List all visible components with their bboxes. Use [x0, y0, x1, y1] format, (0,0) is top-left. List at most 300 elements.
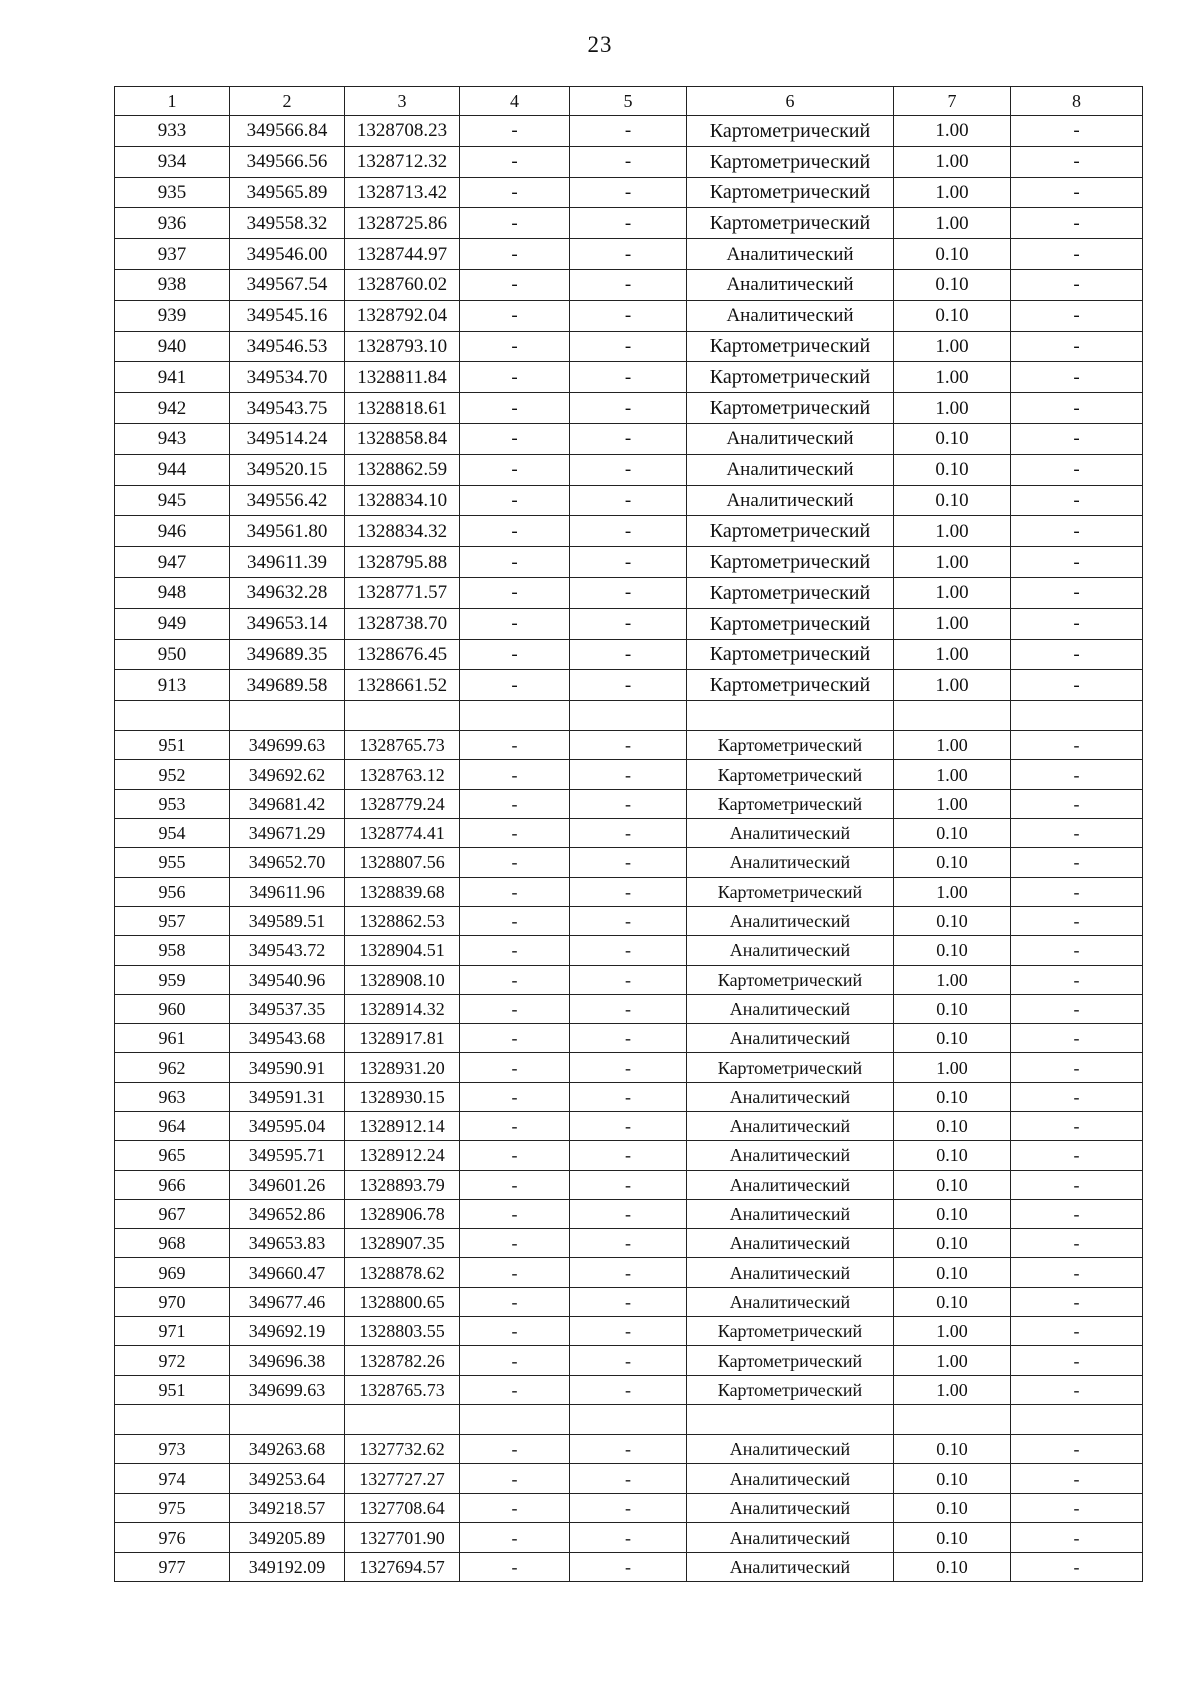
- table-row: [115, 362, 1143, 393]
- column-4-cell: -: [460, 423, 570, 454]
- column-5-cell: -: [570, 760, 687, 789]
- column-8-cell: -: [1011, 423, 1143, 454]
- x-coordinate-cell: 349652.86: [230, 1199, 345, 1228]
- y-coordinate-cell: 1328713.42: [345, 177, 460, 208]
- column-5-cell: -: [570, 1258, 687, 1287]
- table-row: [115, 454, 1143, 485]
- point-number-cell: 939: [115, 300, 230, 331]
- column-8-cell: -: [1011, 116, 1143, 147]
- column-4-cell: -: [460, 1170, 570, 1199]
- point-number-cell: 972: [115, 1346, 230, 1375]
- y-coordinate-cell: 1328907.35: [345, 1229, 460, 1258]
- x-coordinate-cell: 349660.47: [230, 1258, 345, 1287]
- empty-cell: [345, 1404, 460, 1434]
- x-coordinate-cell: 349263.68: [230, 1434, 345, 1464]
- table-row: [115, 516, 1143, 547]
- y-coordinate-cell: 1327694.57: [345, 1552, 460, 1582]
- point-number-cell: 968: [115, 1229, 230, 1258]
- accuracy-cell: 1.00: [894, 608, 1011, 639]
- table-row: [115, 1258, 1143, 1287]
- accuracy-cell: 1.00: [894, 877, 1011, 906]
- method-cell: Картометрический: [687, 393, 894, 424]
- column-5-cell: -: [570, 1346, 687, 1375]
- point-number-cell: 936: [115, 208, 230, 239]
- table-row: [115, 936, 1143, 965]
- empty-cell: [687, 701, 894, 731]
- point-number-cell: 942: [115, 393, 230, 424]
- column-8-cell: -: [1011, 1552, 1143, 1582]
- column-5-cell: -: [570, 789, 687, 818]
- column-5-cell: -: [570, 1053, 687, 1082]
- point-number-cell: 960: [115, 994, 230, 1023]
- y-coordinate-cell: 1328839.68: [345, 877, 460, 906]
- column-5-cell: -: [570, 300, 687, 331]
- column-8-cell: -: [1011, 906, 1143, 935]
- point-number-cell: 934: [115, 146, 230, 177]
- column-5-cell: -: [570, 208, 687, 239]
- column-4-cell: -: [460, 1199, 570, 1228]
- point-number-cell: 947: [115, 547, 230, 578]
- column-5-cell: -: [570, 965, 687, 994]
- x-coordinate-cell: 349253.64: [230, 1464, 345, 1494]
- column-5-cell: -: [570, 577, 687, 608]
- column-8-cell: -: [1011, 760, 1143, 789]
- x-coordinate-cell: 349677.46: [230, 1287, 345, 1316]
- column-8-cell: -: [1011, 877, 1143, 906]
- y-coordinate-cell: 1328878.62: [345, 1258, 460, 1287]
- column-5-cell: -: [570, 1024, 687, 1053]
- table-row: [115, 1170, 1143, 1199]
- column-8-cell: -: [1011, 1229, 1143, 1258]
- column-8-cell: -: [1011, 177, 1143, 208]
- table-row: [115, 1552, 1143, 1582]
- x-coordinate-cell: 349556.42: [230, 485, 345, 516]
- accuracy-cell: 0.10: [894, 1141, 1011, 1170]
- column-5-cell: -: [570, 848, 687, 877]
- column-header: 2: [230, 87, 345, 116]
- accuracy-cell: 0.10: [894, 1464, 1011, 1494]
- accuracy-cell: 1.00: [894, 177, 1011, 208]
- x-coordinate-cell: 349681.42: [230, 789, 345, 818]
- point-number-cell: 976: [115, 1523, 230, 1553]
- x-coordinate-cell: 349653.83: [230, 1229, 345, 1258]
- column-5-cell: -: [570, 1082, 687, 1111]
- column-8-cell: -: [1011, 362, 1143, 393]
- accuracy-cell: 0.10: [894, 485, 1011, 516]
- x-coordinate-cell: 349632.28: [230, 577, 345, 608]
- method-cell: Аналитический: [687, 239, 894, 270]
- accuracy-cell: 0.10: [894, 1258, 1011, 1287]
- y-coordinate-cell: 1328834.10: [345, 485, 460, 516]
- accuracy-cell: 0.10: [894, 1552, 1011, 1582]
- empty-cell: [570, 701, 687, 731]
- column-5-cell: -: [570, 423, 687, 454]
- point-number-cell: 975: [115, 1493, 230, 1523]
- method-cell: Картометрический: [687, 208, 894, 239]
- table-row: [115, 269, 1143, 300]
- x-coordinate-cell: 349671.29: [230, 819, 345, 848]
- column-4-cell: -: [460, 1317, 570, 1346]
- empty-cell: [894, 701, 1011, 731]
- y-coordinate-cell: 1328708.23: [345, 116, 460, 147]
- y-coordinate-cell: 1328834.32: [345, 516, 460, 547]
- column-8-cell: -: [1011, 1375, 1143, 1404]
- column-4-cell: -: [460, 454, 570, 485]
- accuracy-cell: 0.10: [894, 1229, 1011, 1258]
- method-cell: Картометрический: [687, 965, 894, 994]
- column-4-cell: -: [460, 393, 570, 424]
- table-row: [115, 1199, 1143, 1228]
- point-number-cell: 943: [115, 423, 230, 454]
- table-row: [115, 1434, 1143, 1464]
- column-4-cell: -: [460, 146, 570, 177]
- y-coordinate-cell: 1328793.10: [345, 331, 460, 362]
- y-coordinate-cell: 1328765.73: [345, 1375, 460, 1404]
- column-8-cell: -: [1011, 1493, 1143, 1523]
- method-cell: Аналитический: [687, 1024, 894, 1053]
- y-coordinate-cell: 1328782.26: [345, 1346, 460, 1375]
- column-8-cell: -: [1011, 965, 1143, 994]
- table-row: [115, 639, 1143, 670]
- point-number-cell: 973: [115, 1434, 230, 1464]
- method-cell: Аналитический: [687, 994, 894, 1023]
- column-4-cell: -: [460, 670, 570, 701]
- y-coordinate-cell: 1328858.84: [345, 423, 460, 454]
- point-number-cell: 977: [115, 1552, 230, 1582]
- x-coordinate-cell: 349545.16: [230, 300, 345, 331]
- table-row: [115, 1523, 1143, 1553]
- method-cell: Картометрический: [687, 608, 894, 639]
- method-cell: Картометрический: [687, 1346, 894, 1375]
- method-cell: Аналитический: [687, 1170, 894, 1199]
- column-5-cell: -: [570, 454, 687, 485]
- x-coordinate-cell: 349561.80: [230, 516, 345, 547]
- method-cell: Картометрический: [687, 877, 894, 906]
- column-5-cell: -: [570, 516, 687, 547]
- x-coordinate-cell: 349611.96: [230, 877, 345, 906]
- point-number-cell: 951: [115, 1375, 230, 1404]
- x-coordinate-cell: 349595.71: [230, 1141, 345, 1170]
- column-5-cell: -: [570, 1170, 687, 1199]
- x-coordinate-cell: 349558.32: [230, 208, 345, 239]
- accuracy-cell: 0.10: [894, 1024, 1011, 1053]
- column-8-cell: -: [1011, 1112, 1143, 1141]
- y-coordinate-cell: 1328676.45: [345, 639, 460, 670]
- x-coordinate-cell: 349543.68: [230, 1024, 345, 1053]
- method-cell: Аналитический: [687, 1082, 894, 1111]
- accuracy-cell: 0.10: [894, 1523, 1011, 1553]
- y-coordinate-cell: 1327727.27: [345, 1464, 460, 1494]
- column-5-cell: -: [570, 146, 687, 177]
- method-cell: Аналитический: [687, 1552, 894, 1582]
- y-coordinate-cell: 1328792.04: [345, 300, 460, 331]
- column-8-cell: -: [1011, 331, 1143, 362]
- method-cell: Аналитический: [687, 1434, 894, 1464]
- y-coordinate-cell: 1328893.79: [345, 1170, 460, 1199]
- column-4-cell: -: [460, 789, 570, 818]
- y-coordinate-cell: 1328908.10: [345, 965, 460, 994]
- x-coordinate-cell: 349534.70: [230, 362, 345, 393]
- column-8-cell: -: [1011, 547, 1143, 578]
- column-8-cell: -: [1011, 994, 1143, 1023]
- empty-cell: [115, 701, 230, 731]
- method-cell: Картометрический: [687, 1053, 894, 1082]
- column-4-cell: -: [460, 1523, 570, 1553]
- point-number-cell: 954: [115, 819, 230, 848]
- column-4-cell: -: [460, 1346, 570, 1375]
- x-coordinate-cell: 349699.63: [230, 731, 345, 760]
- column-8-cell: -: [1011, 936, 1143, 965]
- column-5-cell: -: [570, 362, 687, 393]
- table-row: [115, 177, 1143, 208]
- accuracy-cell: 1.00: [894, 1346, 1011, 1375]
- column-8-cell: -: [1011, 1287, 1143, 1316]
- table-row: [115, 670, 1143, 701]
- empty-cell: [230, 701, 345, 731]
- accuracy-cell: 1.00: [894, 1375, 1011, 1404]
- point-number-cell: 913: [115, 670, 230, 701]
- column-8-cell: -: [1011, 577, 1143, 608]
- table-row: [115, 1112, 1143, 1141]
- y-coordinate-cell: 1328917.81: [345, 1024, 460, 1053]
- table-row: [115, 146, 1143, 177]
- y-coordinate-cell: 1328661.52: [345, 670, 460, 701]
- method-cell: Картометрический: [687, 516, 894, 547]
- page-number: 23: [587, 32, 613, 57]
- x-coordinate-cell: 349192.09: [230, 1552, 345, 1582]
- point-number-cell: 966: [115, 1170, 230, 1199]
- method-cell: Аналитический: [687, 1112, 894, 1141]
- column-8-cell: -: [1011, 454, 1143, 485]
- column-5-cell: -: [570, 906, 687, 935]
- column-5-cell: -: [570, 393, 687, 424]
- table-row: [115, 1464, 1143, 1494]
- column-5-cell: -: [570, 1287, 687, 1316]
- column-4-cell: -: [460, 577, 570, 608]
- header-row: [115, 87, 1143, 116]
- x-coordinate-cell: 349543.72: [230, 936, 345, 965]
- separator-row: [115, 701, 1143, 731]
- column-5-cell: -: [570, 936, 687, 965]
- point-number-cell: 951: [115, 731, 230, 760]
- x-coordinate-cell: 349692.19: [230, 1317, 345, 1346]
- accuracy-cell: 1.00: [894, 146, 1011, 177]
- method-cell: Картометрический: [687, 146, 894, 177]
- column-8-cell: -: [1011, 1346, 1143, 1375]
- y-coordinate-cell: 1328803.55: [345, 1317, 460, 1346]
- x-coordinate-cell: 349567.54: [230, 269, 345, 300]
- empty-cell: [345, 701, 460, 731]
- column-5-cell: -: [570, 1317, 687, 1346]
- accuracy-cell: 1.00: [894, 1053, 1011, 1082]
- accuracy-cell: 0.10: [894, 1082, 1011, 1111]
- point-number-cell: 958: [115, 936, 230, 965]
- y-coordinate-cell: 1328904.51: [345, 936, 460, 965]
- accuracy-cell: 0.10: [894, 994, 1011, 1023]
- column-8-cell: -: [1011, 1170, 1143, 1199]
- column-8-cell: -: [1011, 848, 1143, 877]
- method-cell: Аналитический: [687, 454, 894, 485]
- empty-cell: [570, 1404, 687, 1434]
- y-coordinate-cell: 1328795.88: [345, 547, 460, 578]
- method-cell: Картометрический: [687, 731, 894, 760]
- column-4-cell: -: [460, 362, 570, 393]
- method-cell: Аналитический: [687, 1287, 894, 1316]
- y-coordinate-cell: 1328811.84: [345, 362, 460, 393]
- x-coordinate-cell: 349543.75: [230, 393, 345, 424]
- point-number-cell: 956: [115, 877, 230, 906]
- accuracy-cell: 0.10: [894, 454, 1011, 485]
- table-row: [115, 1493, 1143, 1523]
- method-cell: Картометрический: [687, 1317, 894, 1346]
- column-5-cell: -: [570, 177, 687, 208]
- column-5-cell: -: [570, 1523, 687, 1553]
- column-4-cell: -: [460, 760, 570, 789]
- accuracy-cell: 0.10: [894, 1170, 1011, 1199]
- column-5-cell: -: [570, 239, 687, 270]
- point-number-cell: 948: [115, 577, 230, 608]
- table-row: [115, 116, 1143, 147]
- column-header: 7: [894, 87, 1011, 116]
- x-coordinate-cell: 349566.84: [230, 116, 345, 147]
- table-row: [115, 423, 1143, 454]
- point-number-cell: 959: [115, 965, 230, 994]
- method-cell: Аналитический: [687, 819, 894, 848]
- accuracy-cell: 0.10: [894, 423, 1011, 454]
- method-cell: Картометрический: [687, 177, 894, 208]
- table-row: [115, 819, 1143, 848]
- column-8-cell: -: [1011, 146, 1143, 177]
- column-4-cell: -: [460, 1024, 570, 1053]
- method-cell: Аналитический: [687, 269, 894, 300]
- accuracy-cell: 0.10: [894, 848, 1011, 877]
- accuracy-cell: 1.00: [894, 116, 1011, 147]
- point-number-cell: 940: [115, 331, 230, 362]
- column-4-cell: -: [460, 906, 570, 935]
- x-coordinate-cell: 349653.14: [230, 608, 345, 639]
- column-5-cell: -: [570, 1464, 687, 1494]
- table-row: [115, 208, 1143, 239]
- table-row: [115, 965, 1143, 994]
- point-number-cell: 969: [115, 1258, 230, 1287]
- y-coordinate-cell: 1327732.62: [345, 1434, 460, 1464]
- column-8-cell: -: [1011, 393, 1143, 424]
- point-number-cell: 933: [115, 116, 230, 147]
- accuracy-cell: 0.10: [894, 1112, 1011, 1141]
- point-number-cell: 961: [115, 1024, 230, 1053]
- accuracy-cell: 0.10: [894, 1434, 1011, 1464]
- empty-cell: [460, 1404, 570, 1434]
- method-cell: Аналитический: [687, 1258, 894, 1287]
- column-5-cell: -: [570, 1112, 687, 1141]
- table-row: [115, 608, 1143, 639]
- y-coordinate-cell: 1328771.57: [345, 577, 460, 608]
- column-header: 4: [460, 87, 570, 116]
- column-8-cell: -: [1011, 1024, 1143, 1053]
- table-row: [115, 547, 1143, 578]
- x-coordinate-cell: 349689.58: [230, 670, 345, 701]
- accuracy-cell: 0.10: [894, 269, 1011, 300]
- column-4-cell: -: [460, 300, 570, 331]
- point-number-cell: 955: [115, 848, 230, 877]
- column-4-cell: -: [460, 1082, 570, 1111]
- point-number-cell: 971: [115, 1317, 230, 1346]
- point-number-cell: 946: [115, 516, 230, 547]
- y-coordinate-cell: 1328760.02: [345, 269, 460, 300]
- x-coordinate-cell: 349537.35: [230, 994, 345, 1023]
- x-coordinate-cell: 349218.57: [230, 1493, 345, 1523]
- x-coordinate-cell: 349566.56: [230, 146, 345, 177]
- column-5-cell: -: [570, 877, 687, 906]
- column-5-cell: -: [570, 485, 687, 516]
- x-coordinate-cell: 349589.51: [230, 906, 345, 935]
- table-row: [115, 300, 1143, 331]
- method-cell: Картометрический: [687, 670, 894, 701]
- column-5-cell: -: [570, 1229, 687, 1258]
- x-coordinate-cell: 349699.63: [230, 1375, 345, 1404]
- y-coordinate-cell: 1328912.14: [345, 1112, 460, 1141]
- y-coordinate-cell: 1328774.41: [345, 819, 460, 848]
- y-coordinate-cell: 1328712.32: [345, 146, 460, 177]
- x-coordinate-cell: 349565.89: [230, 177, 345, 208]
- separator-row: [115, 1404, 1143, 1434]
- method-cell: Аналитический: [687, 485, 894, 516]
- column-header: 3: [345, 87, 460, 116]
- column-4-cell: -: [460, 1053, 570, 1082]
- table-row: [115, 239, 1143, 270]
- accuracy-cell: 1.00: [894, 393, 1011, 424]
- table-row: [115, 1024, 1143, 1053]
- y-coordinate-cell: 1327708.64: [345, 1493, 460, 1523]
- column-4-cell: -: [460, 848, 570, 877]
- column-header: 5: [570, 87, 687, 116]
- x-coordinate-cell: 349611.39: [230, 547, 345, 578]
- method-cell: Картометрический: [687, 639, 894, 670]
- column-8-cell: -: [1011, 239, 1143, 270]
- table-row: [115, 789, 1143, 818]
- column-4-cell: -: [460, 1464, 570, 1494]
- column-4-cell: -: [460, 1258, 570, 1287]
- x-coordinate-cell: 349595.04: [230, 1112, 345, 1141]
- table-row: [115, 994, 1143, 1023]
- accuracy-cell: 0.10: [894, 906, 1011, 935]
- point-number-cell: 941: [115, 362, 230, 393]
- method-cell: Аналитический: [687, 906, 894, 935]
- table-row: [115, 1317, 1143, 1346]
- column-8-cell: -: [1011, 208, 1143, 239]
- method-cell: Картометрический: [687, 789, 894, 818]
- table-row: [115, 331, 1143, 362]
- point-number-cell: 962: [115, 1053, 230, 1082]
- y-coordinate-cell: 1328738.70: [345, 608, 460, 639]
- column-4-cell: -: [460, 819, 570, 848]
- column-5-cell: -: [570, 1493, 687, 1523]
- column-5-cell: -: [570, 1141, 687, 1170]
- accuracy-cell: 1.00: [894, 362, 1011, 393]
- column-4-cell: -: [460, 547, 570, 578]
- method-cell: Картометрический: [687, 760, 894, 789]
- y-coordinate-cell: 1328725.86: [345, 208, 460, 239]
- accuracy-cell: 0.10: [894, 300, 1011, 331]
- column-4-cell: -: [460, 1287, 570, 1316]
- column-4-cell: -: [460, 731, 570, 760]
- column-4-cell: -: [460, 994, 570, 1023]
- method-cell: Аналитический: [687, 1523, 894, 1553]
- x-coordinate-cell: 349546.00: [230, 239, 345, 270]
- method-cell: Картометрический: [687, 577, 894, 608]
- method-cell: Картометрический: [687, 362, 894, 393]
- accuracy-cell: 1.00: [894, 965, 1011, 994]
